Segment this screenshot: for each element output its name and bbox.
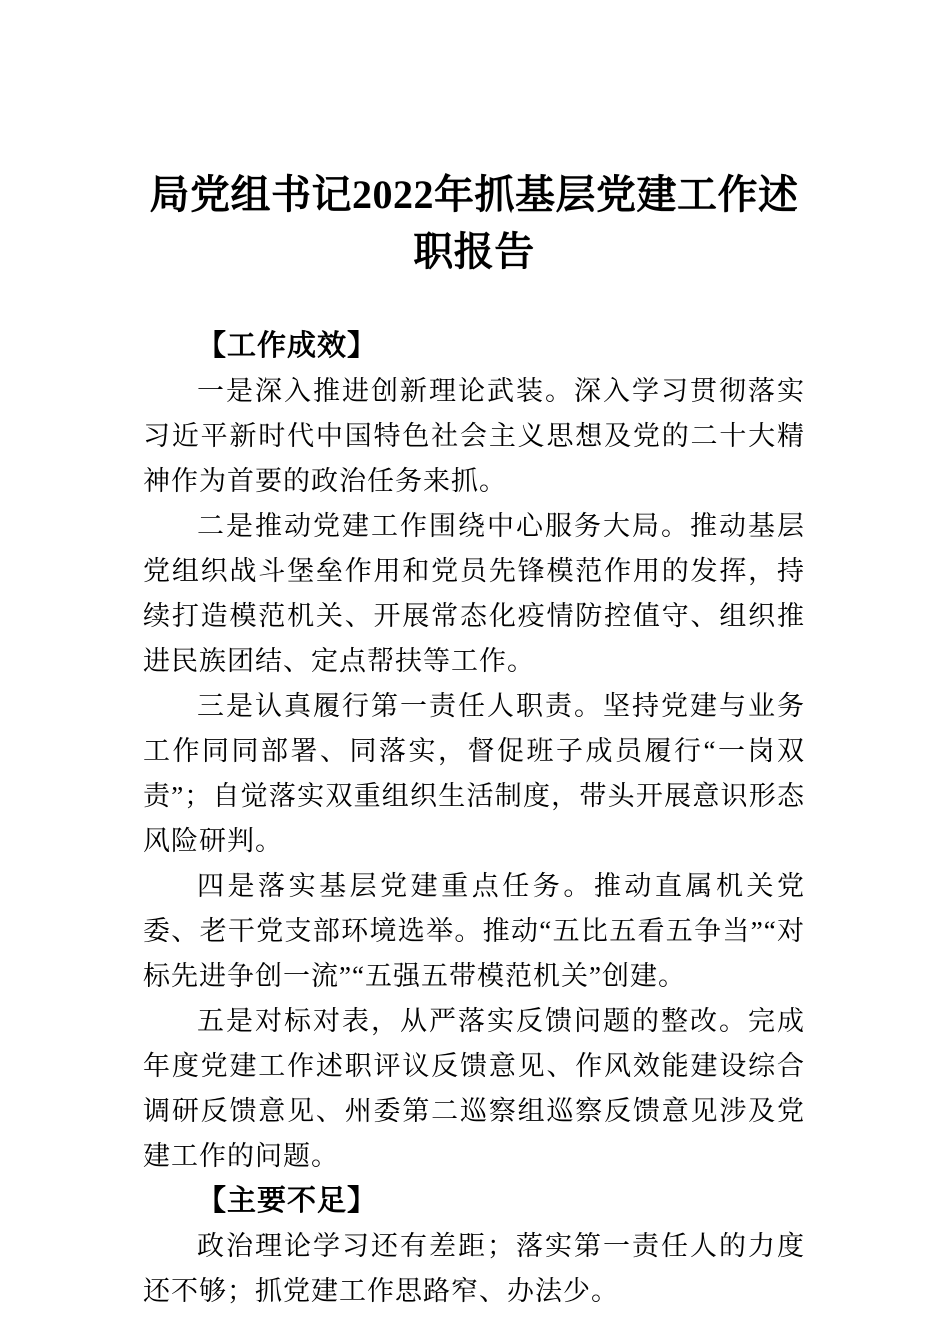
document-body [143,324,805,1314]
paragraph-work-results-3: 三是认真履行第一责任人职责。坚持党建与业务工作同同部署、同落实，督促班子成员履行“一岗双责”；自觉落实双重组织生活制度，带头开展意识形态风险研判。 [143,691,805,856]
paragraph-work-results-5: 五是对标对表，从严落实反馈问题的整改。完成年度党建工作述职评议反馈意见、作风效能建设综合调研反馈意见、州委第二巡察组巡察反馈意见涉及党建工作的问题。 [143,1006,805,1171]
paragraph-work-results-2: 二是推动党建工作围绕中心服务大局。推动基层党组织战斗堡垒作用和党员先锋模范作用的发挥，持续打造模范机关、开展常态化疫情防控值守、组织推进民族团结、定点帮扶等工作。 [143,511,805,676]
paragraph-work-results-4: 四是落实基层党建重点任务。推动直属机关党委、老干党支部环境选举。推动“五比五看五争当”“对标先进争创一流”“五强五带模范机关”创建。 [143,871,805,991]
paragraph-main-shortcomings-1: 政治理论学习还有差距；落实第一责任人的力度还不够；抓党建工作思路窄、办法少。 [143,1231,805,1306]
document-title: 局党组书记2022年抓基层党建工作述职报告 [149,172,799,274]
section-heading-work-results: 【工作成效】 [197,330,378,362]
paragraph-work-results-1: 一是深入推进创新理论武装。深入学习贯彻落实习近平新时代中国特色社会主义思想及党的二十大精神作为首要的政治任务来抓。 [143,376,805,496]
section-heading-main-shortcomings: 【主要不足】 [197,1185,378,1217]
